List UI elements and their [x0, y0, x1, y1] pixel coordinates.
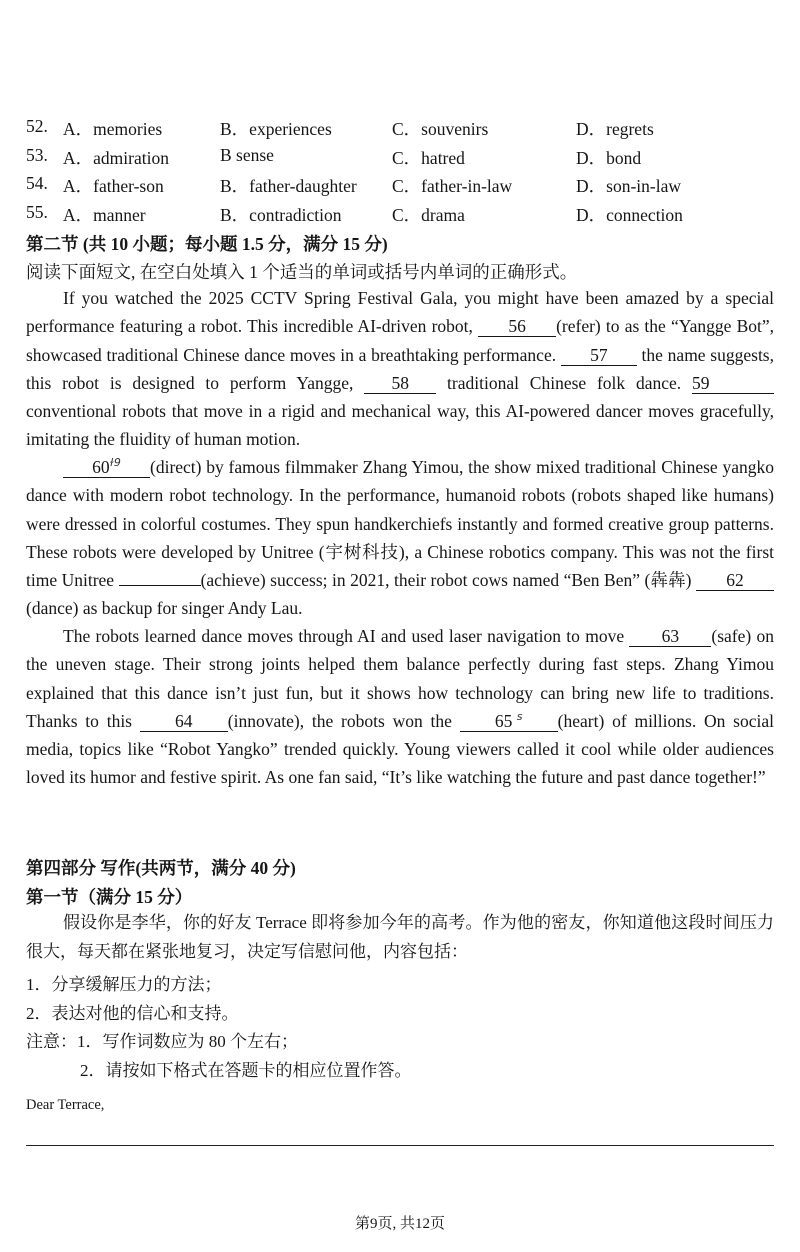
passage-text: If you watched the 2025 CCTV Spring Festival Gala, you might have been amazed by a special performance featuring a robot. This incredible AI-driven robot, [26, 288, 774, 337]
passage-text: (refer) to as the “Yangge Bot”, showcased traditional Chinese dance moves in a breathtaking performance. [26, 316, 774, 365]
blank-60-number: 60 [92, 457, 110, 477]
option-a: A．father-son [63, 176, 164, 196]
writing-note-2: 2．请按如下格式在答题卡的相应位置作答。 [80, 1061, 412, 1080]
passage-paragraph-2 [26, 453, 774, 623]
option-d: D．son-in-law [576, 176, 681, 196]
blank-61[interactable] [119, 585, 201, 586]
option-d: D．connection [576, 205, 683, 225]
option-d: D．regrets [576, 119, 654, 139]
part4-heading: 第四部分 写作(共两节，满分 40 分) [26, 858, 296, 878]
blank-64[interactable]: 64 [140, 711, 228, 732]
blank-60[interactable] [63, 453, 150, 478]
section2-instruction: 阅读下面短文, 在空白处填入 1 个适当的单词或括号内单词的正确形式。 [26, 262, 578, 282]
question-55-options [0, 202, 800, 230]
writing-note-1: 注意：1．写作词数应为 80 个左右； [26, 1032, 298, 1051]
passage-text: (innovate), the robots won the [227, 710, 460, 731]
option-b: B sense [220, 145, 274, 165]
option-b: B．experiences [220, 119, 332, 139]
option-a: A．memories [63, 119, 163, 139]
passage-text: The robots learned dance moves through AI and used laser navigation to move [63, 626, 630, 646]
passage-text: traditional Chinese folk dance. [436, 372, 692, 393]
question-number: 55. [26, 202, 48, 222]
blank-58[interactable]: 58 [364, 373, 436, 394]
option-c: C．father-in-law [392, 176, 513, 196]
passage-text: (heart) of millions. On social media, topics like “Robot Yangko” trended quickly. Young viewers called it cool while older audiences loved its humor and festive spirit. As one fan said, “It’s like watching the future and past dance together!” [26, 710, 774, 788]
blank-62[interactable]: 62 [696, 570, 774, 591]
option-c: C．souvenirs [392, 119, 489, 139]
handwritten-mark-65: s [516, 710, 523, 724]
question-52-options [0, 116, 800, 144]
passage-text: the name suggests, this robot is designed to perform Yangge, [26, 344, 774, 393]
option-b: B．contradiction [220, 205, 342, 225]
handwritten-mark-60: ɫ9 [109, 456, 121, 470]
question-number: 52. [26, 116, 48, 136]
question-53-options [0, 145, 800, 173]
passage-text: (direct) by famous filmmaker Zhang Yimou, the show mixed traditional Chinese yangko dance with modern robot technology. In the performance, humanoid robots (robots shaped like humans) were dressed in colorful costumes. They spun handkerchiefs instantly and formed creative group patterns. These robots were developed by Unitree (宇树科技), a Chinese robotics company. This was not the first time Unitree [26, 457, 774, 591]
option-a: A．admiration [63, 148, 169, 168]
section2-heading: 第二节 (共 10 小题；每小题 1.5 分，满分 15 分) [26, 234, 388, 254]
option-b: B．father-daughter [220, 176, 357, 196]
passage-text: conventional robots that move in a rigid and mechanical way, this AI-powered dancer moves gracefully, imitating the fluidity of human motion. [26, 401, 774, 450]
blank-57[interactable]: 57 [561, 345, 637, 366]
blank-56[interactable]: 56 [478, 316, 556, 337]
passage-paragraph-1 [26, 284, 774, 454]
writing-section1-heading: 第一节（满分 15 分） [26, 887, 193, 907]
option-c: C．hatred [392, 148, 465, 168]
passage-text: (achieve) success; in 2021, their robot cows named “Ben Ben” (犇犇) [200, 570, 697, 591]
blank-63[interactable]: 63 [629, 626, 711, 647]
writing-requirement-1: 1．分享缓解压力的方法； [26, 975, 222, 994]
passage-text: (safe) on the uneven stage. Their strong joints helped them balance perfectly during fast steps. Zhang Yimou explained that this dance isn’t just fun, but it shows how technology can bring new life to traditions. Thanks to this [26, 626, 775, 731]
question-number: 54. [26, 173, 48, 193]
blank-65[interactable] [460, 707, 558, 732]
question-number: 53. [26, 145, 48, 165]
letter-greeting: Dear Terrace, [26, 1097, 105, 1113]
blank-65-number: 65 [494, 710, 513, 731]
blank-59[interactable]: 59 [692, 373, 774, 394]
option-a: A．manner [63, 205, 146, 225]
passage-text: (dance) as backup for singer Andy Lau. [26, 598, 303, 619]
writing-requirement-2: 2．表达对他的信心和支持。 [26, 1004, 239, 1023]
option-d: D．bond [576, 148, 642, 168]
passage-paragraph-3 [26, 622, 774, 792]
writing-prompt: 假设你是李华，你的好友 Terrace 即将参加今年的高考。作为他的密友，你知道他这段时间压力很大，每天都在紧张地复习，决定写信慰问他，内容包括： [26, 913, 774, 961]
question-54-options [0, 173, 800, 201]
option-c: C．drama [392, 205, 465, 225]
answer-writing-line[interactable] [26, 1145, 774, 1146]
page-footer: 第9页, 共12页 [354, 1216, 445, 1232]
